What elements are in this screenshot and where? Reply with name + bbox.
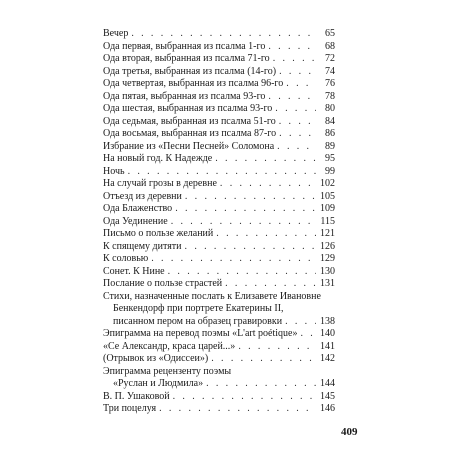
toc-title: Ода Блаженство (103, 203, 173, 214)
toc-page-number: 89 (325, 140, 335, 152)
toc-page-number: 95 (325, 153, 335, 164)
toc-page-number: 130 (320, 265, 335, 277)
toc-page-number: 68 (325, 40, 335, 52)
toc-page-number: 72 (325, 53, 335, 64)
toc-title: Ода Уединение (103, 215, 168, 227)
dot-leader (279, 66, 316, 79)
toc-entry (103, 141, 335, 154)
dot-leader (159, 403, 316, 416)
toc-entry (103, 341, 335, 354)
dot-leader (168, 266, 316, 279)
dot-leader (279, 116, 316, 129)
toc-page-number: 99 (325, 165, 335, 177)
toc-title-line: Бенкендорф при портрете Екатерины II, (113, 303, 284, 314)
toc-entry (103, 116, 335, 129)
dot-leader (300, 328, 316, 341)
toc-title-line: писанном пером на образец гравировки (113, 315, 283, 327)
dot-leader (225, 278, 316, 291)
toc-entry (103, 391, 335, 404)
toc-page-number: 102 (320, 178, 335, 189)
toc-entry (103, 53, 335, 66)
toc-entry (103, 203, 335, 216)
table-of-contents (103, 28, 335, 416)
toc-title: К спящему дитяти (103, 240, 182, 252)
dot-leader (216, 228, 316, 241)
toc-title: Ода первая, выбранная из псалма 1-го (103, 40, 266, 52)
toc-entry (103, 128, 335, 141)
toc-page-number: 80 (325, 103, 335, 114)
toc-title: Ода вторая, выбранная из псалма 71-го (103, 53, 270, 64)
toc-entry (103, 253, 335, 266)
dot-leader (275, 103, 316, 116)
toc-page-number: 65 (325, 28, 335, 39)
toc-entry (103, 166, 335, 179)
toc-title: Сонет. К Нине (103, 265, 165, 277)
toc-title: Эпиграмма на перевод поэмы «L'art poétique» (103, 328, 298, 339)
toc-entry (103, 216, 335, 229)
toc-title-line: «Руслан и Людмила» (113, 378, 204, 389)
toc-page-number: 109 (320, 203, 335, 214)
toc-title: В. П. Ушаковой (103, 390, 170, 402)
toc-page-number: 76 (325, 78, 335, 89)
dot-leader (268, 91, 316, 104)
toc-page-number: 141 (320, 340, 335, 352)
toc-entry (103, 228, 335, 241)
dot-leader (268, 41, 316, 54)
toc-title: Ода третья, выбранная из псалма (14-го) (103, 65, 277, 77)
dot-leader (171, 216, 316, 229)
toc-page-number: 142 (320, 353, 335, 364)
dot-leader (286, 78, 316, 91)
toc-entry (103, 178, 335, 191)
toc-entry (103, 28, 335, 41)
toc-entry (103, 353, 335, 366)
toc-title: Отъезд из деревни (103, 190, 182, 202)
toc-page-number: 144 (320, 378, 335, 389)
toc-title: Письмо о пользе желаний (103, 228, 214, 239)
toc-entry (103, 403, 335, 416)
toc-page-number: 146 (320, 403, 335, 414)
toc-title: (Отрывок из «Одиссеи») (103, 353, 209, 364)
toc-entry-multiline (103, 291, 335, 329)
toc-title: «Се Александр, краса царей...» (103, 340, 236, 352)
dot-leader (238, 341, 316, 354)
toc-entry (103, 191, 335, 204)
dot-leader (151, 253, 316, 266)
toc-entry (103, 78, 335, 91)
toc-entry (103, 103, 335, 116)
toc-page-number: 105 (320, 190, 335, 202)
toc-page-number: 121 (320, 228, 335, 239)
toc-entry (103, 41, 335, 54)
toc-title-line: Эпиграмма рецензенту поэмы (103, 365, 232, 377)
dot-leader (185, 241, 316, 254)
toc-page-number: 86 (325, 128, 335, 139)
dot-leader (175, 203, 316, 216)
dot-leader (215, 153, 316, 166)
toc-page-number: 78 (325, 90, 335, 102)
toc-entry (103, 278, 335, 291)
toc-title: Ночь (103, 165, 125, 177)
toc-title: На новый год. К Надежде (103, 153, 213, 164)
toc-entry (103, 328, 335, 341)
dot-leader (211, 353, 316, 366)
toc-title: На случай грозы в деревне (103, 178, 217, 189)
toc-title: Ода седьмая, выбранная из псалма 51-го (103, 115, 276, 127)
toc-title: Ода шестая, выбранная из псалма 93-го (103, 103, 273, 114)
toc-entry (103, 66, 335, 79)
toc-page-number: 129 (320, 253, 335, 264)
toc-title: Ода пятая, выбранная из псалма 93-го (103, 90, 266, 102)
dot-leader (131, 28, 316, 41)
toc-page-number: 140 (320, 328, 335, 339)
toc-entry (103, 91, 335, 104)
dot-leader (128, 166, 316, 179)
dot-leader (277, 141, 316, 154)
page-number: 409 (341, 426, 358, 438)
toc-page-number: 115 (320, 215, 335, 227)
toc-page-number: 126 (320, 240, 335, 252)
toc-title: Ода восьмая, выбранная из псалма 87-го (103, 128, 277, 139)
toc-entry (103, 266, 335, 279)
toc-page-number: 138 (320, 315, 335, 327)
toc-title: Послание о пользе страстей (103, 278, 223, 289)
toc-entry (103, 241, 335, 254)
dot-leader (173, 391, 316, 404)
toc-page-number: 145 (320, 390, 335, 402)
toc-title: К соловью (103, 253, 149, 264)
dot-leader (273, 53, 316, 66)
toc-title: Ода четвертая, выбранная из псалма 96-го (103, 78, 284, 89)
toc-title: Три поцелуя (103, 403, 157, 414)
toc-page-number: 74 (325, 65, 335, 77)
toc-entry-multiline (103, 366, 335, 391)
toc-title: Избрание из «Песни Песней» Соломона (103, 140, 275, 152)
toc-page-number: 84 (325, 115, 335, 127)
toc-page-number: 131 (320, 278, 335, 289)
dot-leader (185, 191, 316, 204)
toc-entry (103, 153, 335, 166)
dot-leader (279, 128, 316, 141)
toc-title: Вечер (103, 28, 129, 39)
dot-leader (206, 378, 316, 391)
dot-leader (220, 178, 316, 191)
toc-title-line: Стихи, назначенные послать к Елизавете Ивановне (103, 290, 321, 302)
dot-leader (285, 316, 316, 329)
